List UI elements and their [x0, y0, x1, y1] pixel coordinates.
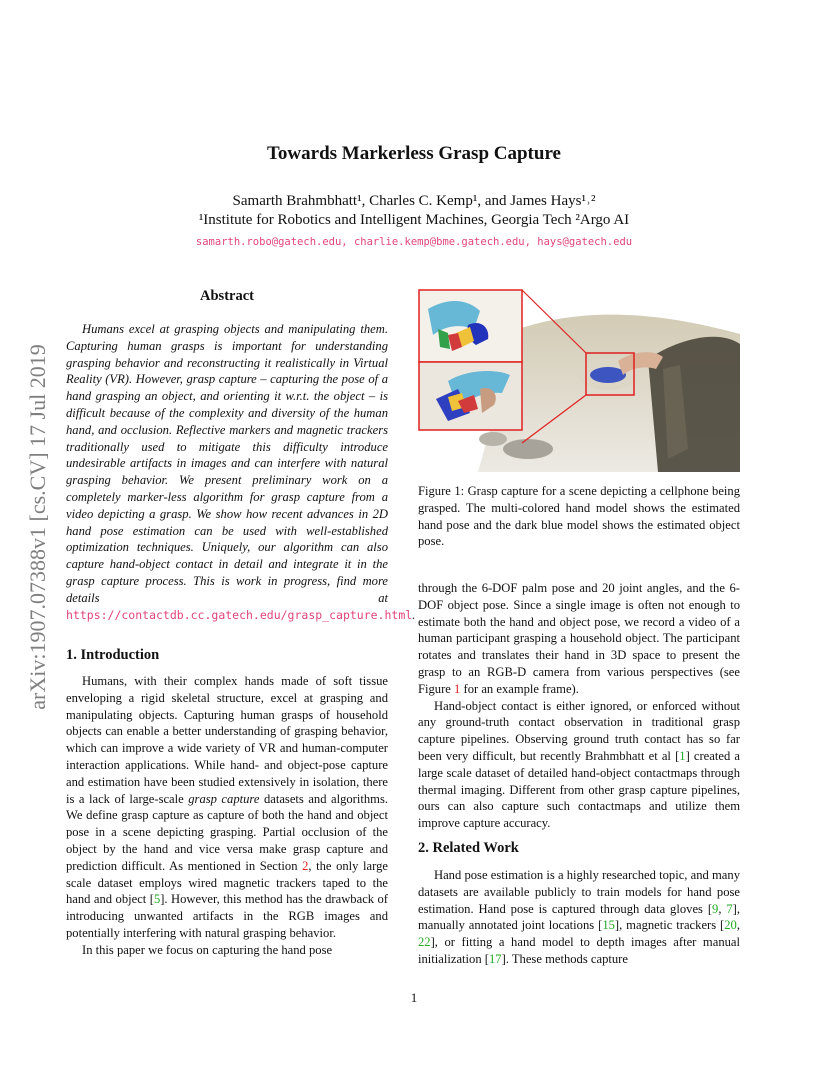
body-text: Hand-object contact is either ignored, or enforced without any ground-truth contact observation in traditional grasp capture pipelines. Observing ground truth contact has so far been very difficult, but recently Brahmbhatt et al [: [418, 698, 740, 763]
intro-text: datasets and algorithms. We define grasp capture as capture of both the hand and object pose in a scene depicting grasping. Partial occlusion of the object by the hand and vice versa make grasp capture and prediction difficult. As mentioned in Section: [66, 791, 389, 873]
grasp-scene-illustration: [418, 289, 740, 472]
citation-link[interactable]: 15: [602, 918, 615, 933]
author-block: [0, 192, 828, 230]
intro-emphasis: grasp capture: [188, 791, 260, 806]
citation-link[interactable]: 17: [489, 951, 502, 966]
abstract-end: .: [412, 607, 416, 622]
body-text: ]. These methods capture: [501, 951, 628, 966]
body-text: ], manually annotated joint locations [: [418, 901, 740, 933]
figure-1-image: [418, 289, 740, 472]
arxiv-stamp: [20, 292, 56, 762]
body-text: ] created a large scale dataset of detailed hand-object contactmaps through thermal imaging. Different from other grasp capture pipelines, ours can also capture such contactmaps and utilize them improve capture accuracy.: [418, 748, 740, 831]
body-text: for an example frame).: [463, 681, 579, 696]
related-work-body: [418, 867, 740, 968]
citation-separator: ,: [718, 901, 727, 916]
right-column-body: [418, 580, 740, 832]
citation-link[interactable]: 5: [153, 892, 161, 907]
author-emails[interactable]: samarth.robo@gatech.edu, charlie.kemp@bme.gatech.edu, hays@gatech.edu: [195, 236, 633, 248]
citation-link[interactable]: 22: [418, 935, 431, 950]
project-link[interactable]: https://contactdb.cc.gatech.edu/grasp_capture.html: [66, 607, 413, 622]
intro-paragraph-2: In this paper we focus on capturing the hand pose: [82, 942, 333, 957]
intro-text: , the only large scale dataset employs wired magnetic trackers taped to the hand and object [: [66, 858, 389, 907]
body-text: ], or fitting a hand model to depth images after manual initialization [: [418, 935, 740, 966]
abstract-body: [66, 321, 416, 623]
abstract-text: Humans excel at grasping objects and manipulating them. Capturing human grasps is important for understanding grasping behavior and reconstructing it realistically in Virtual Reality (VR). However, grasp capture – capturing the pose of a hand grasping an object, and orienting it w.r.t. the object – is difficult because of the complexity and diversity of the human hand, and occlusion. Reflective markers and magnetic trackers traditionally used to mitigate this difficulty introduce undesirable artifacts in images and can interfere with natural grasping behavior. We present preliminary work on a completely marker-less algorithm for grasp capture from a video depicting a grasp. We show how recent advances in 2D hand pose estimation can be used with well-established optimization techniques. Uniquely, our algorithm can also capture hand-object contact in detail and integrate it in the grasp capture process. This is work in progress, find more details at: [66, 322, 388, 605]
citation-link[interactable]: 1: [679, 748, 686, 763]
page-number: 1: [410, 990, 418, 1005]
citation-link[interactable]: 20: [724, 918, 737, 933]
abstract-heading: Abstract: [200, 288, 254, 304]
figure-ref-link[interactable]: 1: [454, 681, 461, 696]
intro-text: ]. However, this method has the drawback of introducing unwanted artifacts in the RGB images and potentially interfering with natural grasping behavior.: [66, 892, 389, 940]
section-heading-related-work: 2. Related Work: [418, 840, 519, 856]
figure-1-caption: Figure 1: Grasp capture for a scene depicting a cellphone being grasped. The multi-colored hand model shows the estimated hand pose and the dark blue model shows the estimated object pose.: [418, 484, 740, 549]
section-ref-link[interactable]: 2: [302, 858, 309, 873]
section-heading-introduction: 1. Introduction: [66, 647, 160, 663]
citation-separator: ,: [736, 918, 740, 933]
paper-title: Towards Markerless Grasp Capture: [267, 143, 561, 164]
body-text: through the 6-DOF palm pose and 20 joint angles, and the 6-DOF object pose. Since a single image is often not enough to estimate both the hand and object pose, we record a video of a human participant grasping a household object. The participant rotates and translates their hand in 3D space to present the grasp to an RGB-D camera from various perspectives (see Figure: [418, 581, 740, 696]
affiliations-line: ¹Institute for Robotics and Intelligent Machines, Georgia Tech ²Argo AI: [198, 212, 630, 228]
introduction-body: [66, 673, 388, 959]
intro-text: Humans, with their complex hands made of soft tissue enveloping a rigid skeletal structure, excel at grasping and manipulating objects. Capturing human grasps of household objects can enable a better understanding of grasping behavior, which can improve a wide variety of VR and human-computer interaction applications. While hand- and object-pose capture and estimation have been studied extensively in isolation, there is a lack of large-scale: [66, 674, 388, 806]
arxiv-id-text: arXiv:1907.07388v1 [cs.CV] 17 Jul 2019: [25, 344, 50, 710]
citation-link[interactable]: 9: [712, 901, 719, 916]
citation-link[interactable]: 7: [726, 901, 733, 916]
body-text: ], magnetic trackers [: [614, 918, 725, 933]
authors-line: Samarth Brahmbhatt¹, Charles C. Kemp¹, and James Hays¹˒²: [232, 193, 596, 209]
body-text: Hand pose estimation is a highly researched topic, and many datasets are available publicly to train models for hand pose estimation. Hand pose is captured through data gloves [: [418, 868, 740, 916]
